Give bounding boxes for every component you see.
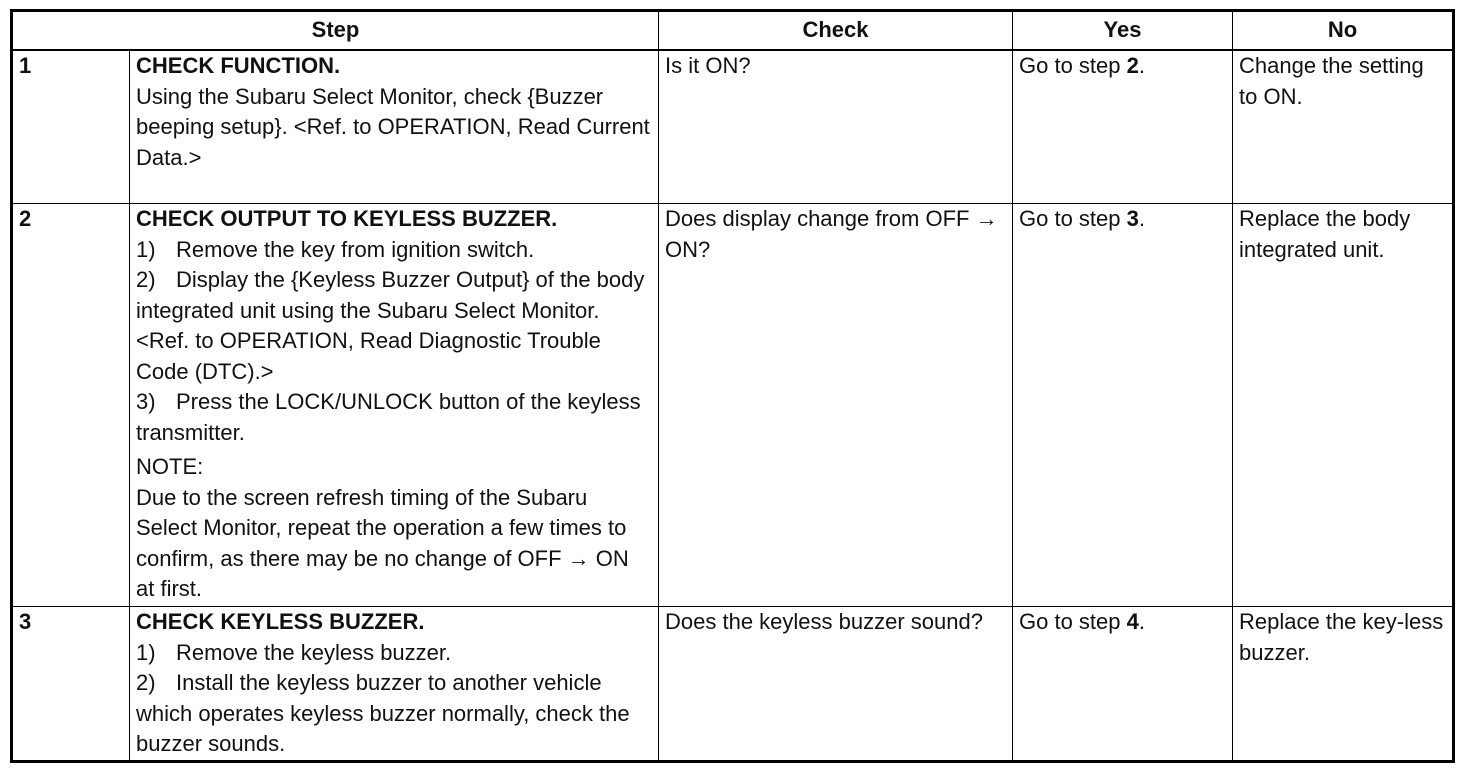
- step-title: CHECK OUTPUT TO KEYLESS BUZZER.: [136, 206, 558, 231]
- diagnostic-table: [10, 9, 1455, 763]
- substep-text: Install the keyless buzzer to another vehicle which operates keyless buzzer normally, check the buzzer sounds.: [136, 670, 630, 756]
- step-title: CHECK KEYLESS BUZZER.: [136, 609, 425, 634]
- yes-text: Go to step: [1019, 609, 1127, 634]
- header-no: No: [1233, 11, 1454, 51]
- header-check: Check: [659, 11, 1013, 51]
- step-substep: [136, 265, 652, 387]
- substep-text: Display the {Keyless Buzzer Output} of the body integrated unit using the Subaru Select Monitor. <Ref. to OPERATION, Read Diagnostic Trouble Code (DTC).>: [136, 267, 645, 384]
- yes-suffix: .: [1138, 206, 1145, 231]
- note-text: Due to the screen refresh timing of the Subaru Select Monitor, repeat the operation a few times to confirm, as there may be no change of OFF → ON at first.: [136, 484, 629, 601]
- step-substep: [136, 235, 652, 266]
- table-row: [12, 50, 1454, 204]
- yes-suffix: .: [1138, 53, 1145, 78]
- step-number: 3: [12, 607, 130, 762]
- step-description: [130, 204, 659, 607]
- table-row: [12, 204, 1454, 607]
- substep-text: Remove the keyless buzzer.: [176, 639, 452, 665]
- no-cell: Replace the body integrated unit.: [1233, 204, 1454, 607]
- table-header-row: [12, 11, 1454, 51]
- yes-text: Go to step: [1019, 206, 1127, 231]
- substep-text: Remove the key from ignition switch.: [176, 236, 535, 262]
- step-number: 2: [12, 204, 130, 607]
- step-substep: [136, 668, 652, 760]
- step-number: 1: [12, 50, 130, 204]
- step-description: [130, 607, 659, 762]
- step-substep: [136, 387, 652, 448]
- check-cell: Does the keyless buzzer sound?: [659, 607, 1013, 762]
- substep-index: 2): [136, 670, 156, 695]
- substep-index: 2): [136, 267, 156, 292]
- no-cell: Change the setting to ON.: [1233, 50, 1454, 204]
- substep-text: Press the LOCK/UNLOCK button of the keyless transmitter.: [136, 389, 641, 445]
- substep-index: 3): [136, 389, 156, 414]
- step-description: [130, 50, 659, 204]
- step-title: CHECK FUNCTION.: [136, 53, 341, 78]
- check-cell: Does display change from OFF → ON?: [659, 204, 1013, 607]
- header-yes: Yes: [1013, 11, 1233, 51]
- yes-cell: [1013, 204, 1233, 607]
- yes-step-ref: 2: [1126, 53, 1139, 78]
- yes-suffix: .: [1138, 609, 1145, 634]
- yes-cell: [1013, 50, 1233, 204]
- table-row: [12, 607, 1454, 762]
- header-step: Step: [12, 11, 659, 51]
- yes-step-ref: 3: [1126, 206, 1139, 231]
- no-cell: Replace the key-less buzzer.: [1233, 607, 1454, 762]
- step-text: Using the Subaru Select Monitor, check {Buzzer beeping setup}. <Ref. to OPERATION, Read Current Data.>: [136, 83, 650, 170]
- yes-step-ref: 4: [1126, 609, 1139, 634]
- step-substep: [136, 638, 652, 669]
- note-label: NOTE:: [136, 454, 204, 479]
- substep-index: 1): [136, 236, 156, 262]
- diagnostic-table-container: [10, 9, 1455, 763]
- check-cell: Is it ON?: [659, 50, 1013, 204]
- yes-cell: [1013, 607, 1233, 762]
- substep-index: 1): [136, 639, 156, 665]
- yes-text: Go to step: [1019, 53, 1127, 78]
